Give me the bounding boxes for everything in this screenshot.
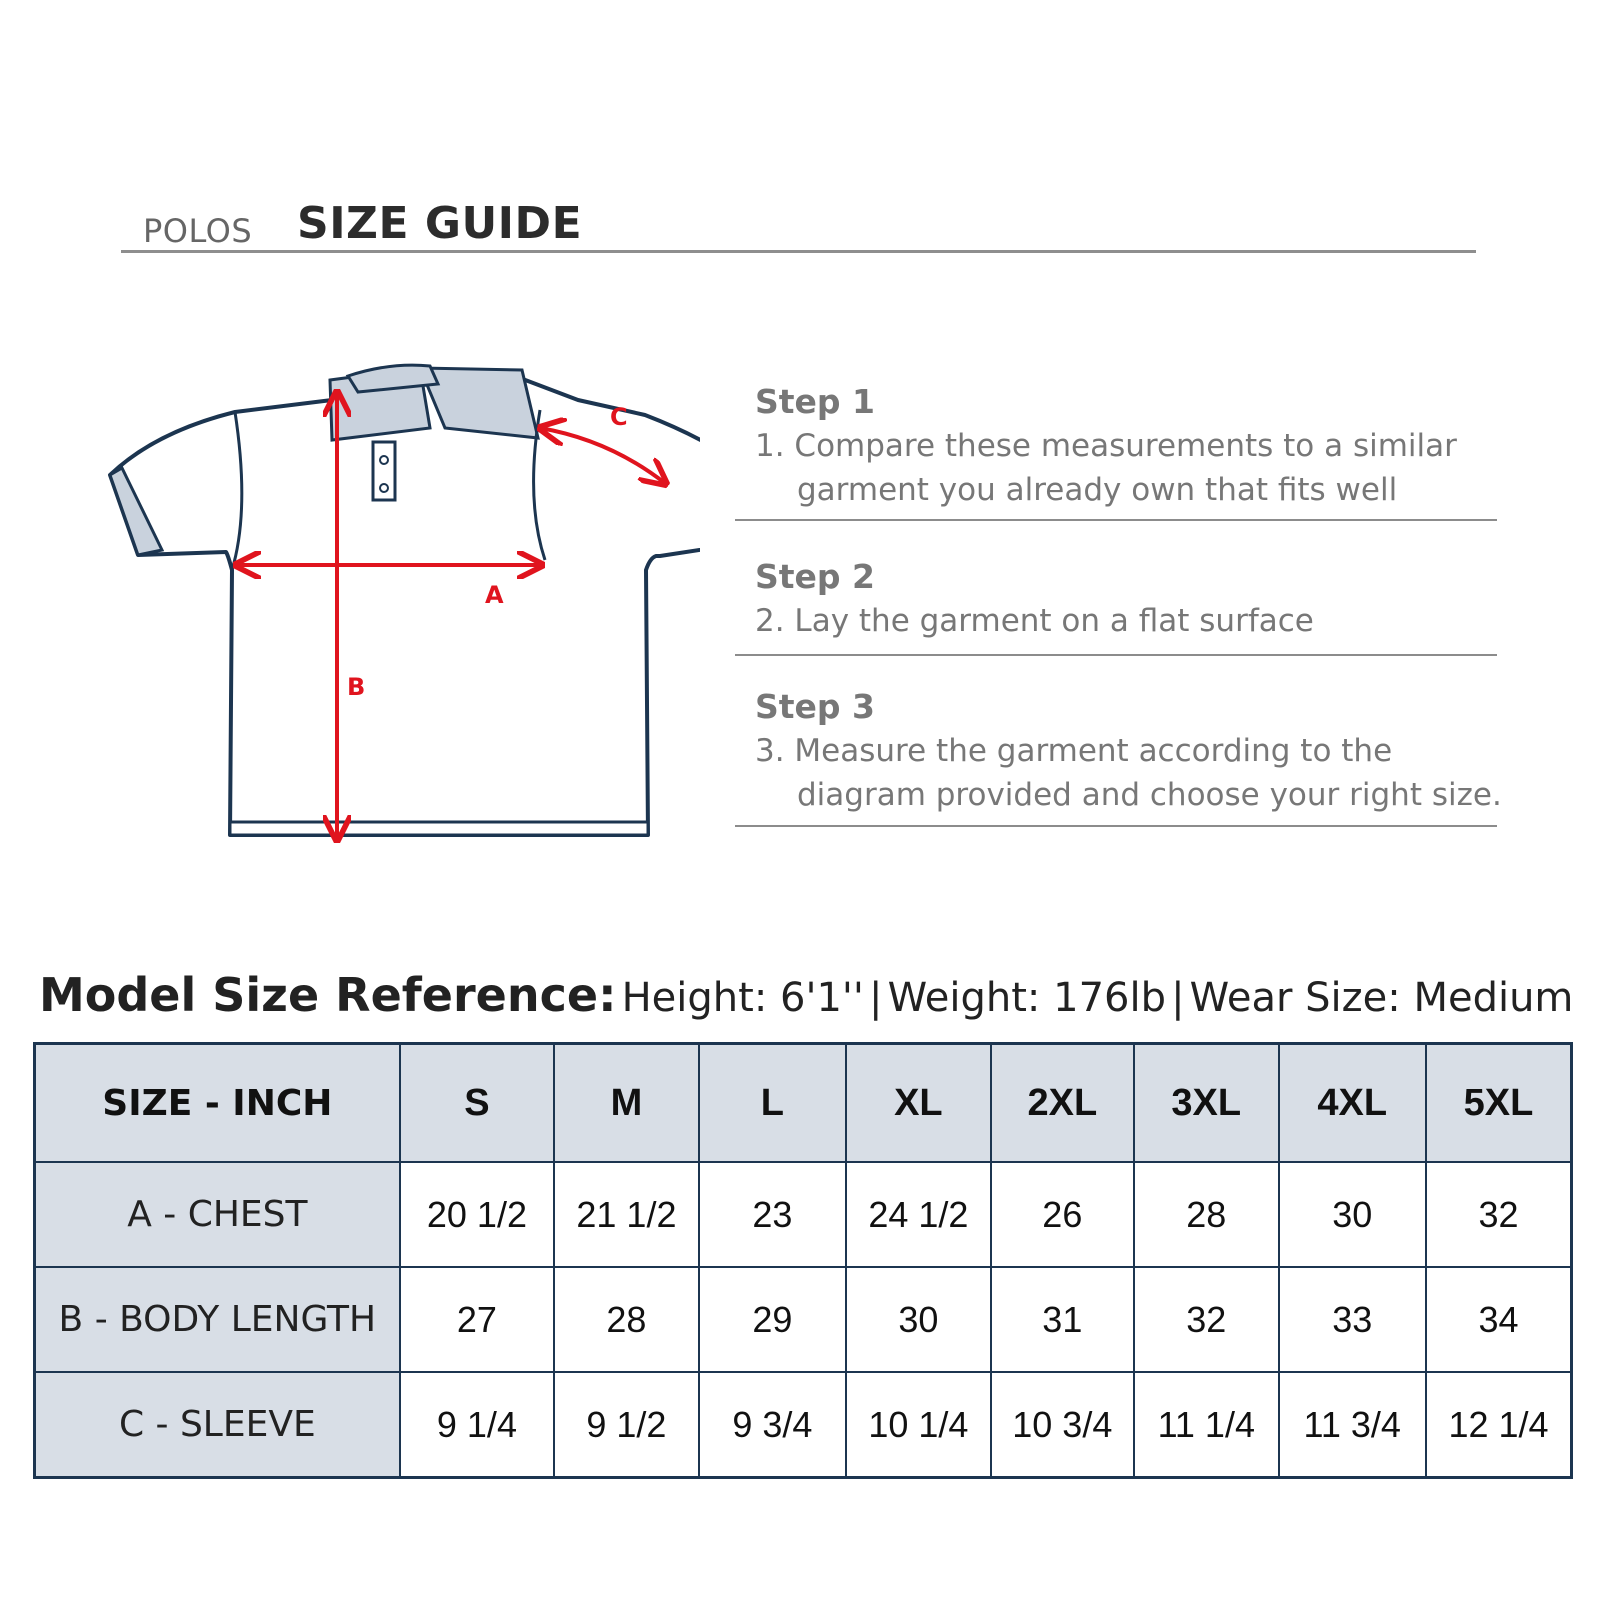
size-header: 4XL xyxy=(1279,1044,1426,1163)
step-divider xyxy=(735,825,1497,827)
step-divider xyxy=(735,519,1497,521)
table-cell: 28 xyxy=(554,1267,698,1372)
shirt-outline xyxy=(110,378,700,835)
table-cell: 9 1/4 xyxy=(400,1372,555,1478)
step-3-text xyxy=(755,729,1515,817)
polo-shirt-diagram xyxy=(100,360,700,880)
table-cell: 9 1/2 xyxy=(554,1372,698,1478)
table-row xyxy=(35,1267,1572,1372)
step-3-line-2: diagram provided and choose your right size. xyxy=(797,777,1502,813)
table-cell: 29 xyxy=(699,1267,846,1372)
step-divider xyxy=(735,654,1497,656)
step-1-text xyxy=(755,424,1515,512)
step-3 xyxy=(755,685,1515,817)
table-cell: 10 1/4 xyxy=(846,1372,990,1478)
model-label: Model Size Reference: xyxy=(39,968,617,1022)
separator: | xyxy=(869,975,883,1021)
step-1 xyxy=(755,380,1515,512)
step-1-line-2: garment you already own that fits well xyxy=(797,472,1398,508)
step-3-title: Step 3 xyxy=(755,687,875,726)
table-cell: 30 xyxy=(1279,1162,1426,1267)
step-2 xyxy=(755,555,1515,643)
row-label-sleeve: C - SLEEVE xyxy=(35,1372,400,1478)
table-cell: 12 1/4 xyxy=(1426,1372,1572,1478)
table-cell: 23 xyxy=(699,1162,846,1267)
step-3-line-1: 3. Measure the garment according to the xyxy=(755,733,1393,769)
measure-c-label: C xyxy=(610,403,628,431)
table-cell: 32 xyxy=(1134,1267,1278,1372)
size-header: L xyxy=(699,1044,846,1163)
size-header: S xyxy=(400,1044,555,1163)
page-header xyxy=(121,195,1476,255)
table-cell: 11 3/4 xyxy=(1279,1372,1426,1478)
table-cell: 10 3/4 xyxy=(991,1372,1134,1478)
size-header: 3XL xyxy=(1134,1044,1278,1163)
row-label-chest: A - CHEST xyxy=(35,1162,400,1267)
size-header: 5XL xyxy=(1426,1044,1572,1163)
table-corner-header: SIZE - INCH xyxy=(35,1044,400,1163)
model-weight: Weight: 176lb xyxy=(887,975,1166,1021)
table-cell: 26 xyxy=(991,1162,1134,1267)
step-2-text xyxy=(755,599,1515,643)
table-cell: 34 xyxy=(1426,1267,1572,1372)
table-cell: 27 xyxy=(400,1267,555,1372)
table-cell: 32 xyxy=(1426,1162,1572,1267)
row-label-body-length: B - BODY LENGTH xyxy=(35,1267,400,1372)
hem-band xyxy=(230,822,648,835)
table-row xyxy=(35,1372,1572,1478)
table-cell: 24 1/2 xyxy=(846,1162,990,1267)
table-cell: 9 3/4 xyxy=(699,1372,846,1478)
table-cell: 33 xyxy=(1279,1267,1426,1372)
table-cell: 11 1/4 xyxy=(1134,1372,1278,1478)
header-divider xyxy=(121,250,1476,253)
table-header-row xyxy=(35,1044,1572,1163)
measure-a-label: A xyxy=(485,581,504,609)
size-header: XL xyxy=(846,1044,990,1163)
size-header: 2XL xyxy=(991,1044,1134,1163)
table-cell: 31 xyxy=(991,1267,1134,1372)
measure-b-label: B xyxy=(347,673,366,701)
table-cell: 30 xyxy=(846,1267,990,1372)
model-wear-size: Wear Size: Medium xyxy=(1189,975,1574,1021)
step-1-title: Step 1 xyxy=(755,382,875,421)
size-header: M xyxy=(554,1044,698,1163)
step-2-line-1: 2. Lay the garment on a flat surface xyxy=(755,603,1314,639)
table-cell: 21 1/2 xyxy=(554,1162,698,1267)
step-1-line-1: 1. Compare these measurements to a similar xyxy=(755,428,1457,464)
table-cell: 28 xyxy=(1134,1162,1278,1267)
table-cell: 20 1/2 xyxy=(400,1162,555,1267)
table-row xyxy=(35,1162,1572,1267)
model-height: Height: 6'1'' xyxy=(621,975,864,1021)
category-label: POLOS xyxy=(143,212,253,250)
step-2-title: Step 2 xyxy=(755,557,875,596)
page-title: SIZE GUIDE xyxy=(297,198,583,249)
model-size-reference xyxy=(39,968,1579,1022)
separator: | xyxy=(1171,975,1185,1021)
size-table xyxy=(33,1042,1573,1479)
